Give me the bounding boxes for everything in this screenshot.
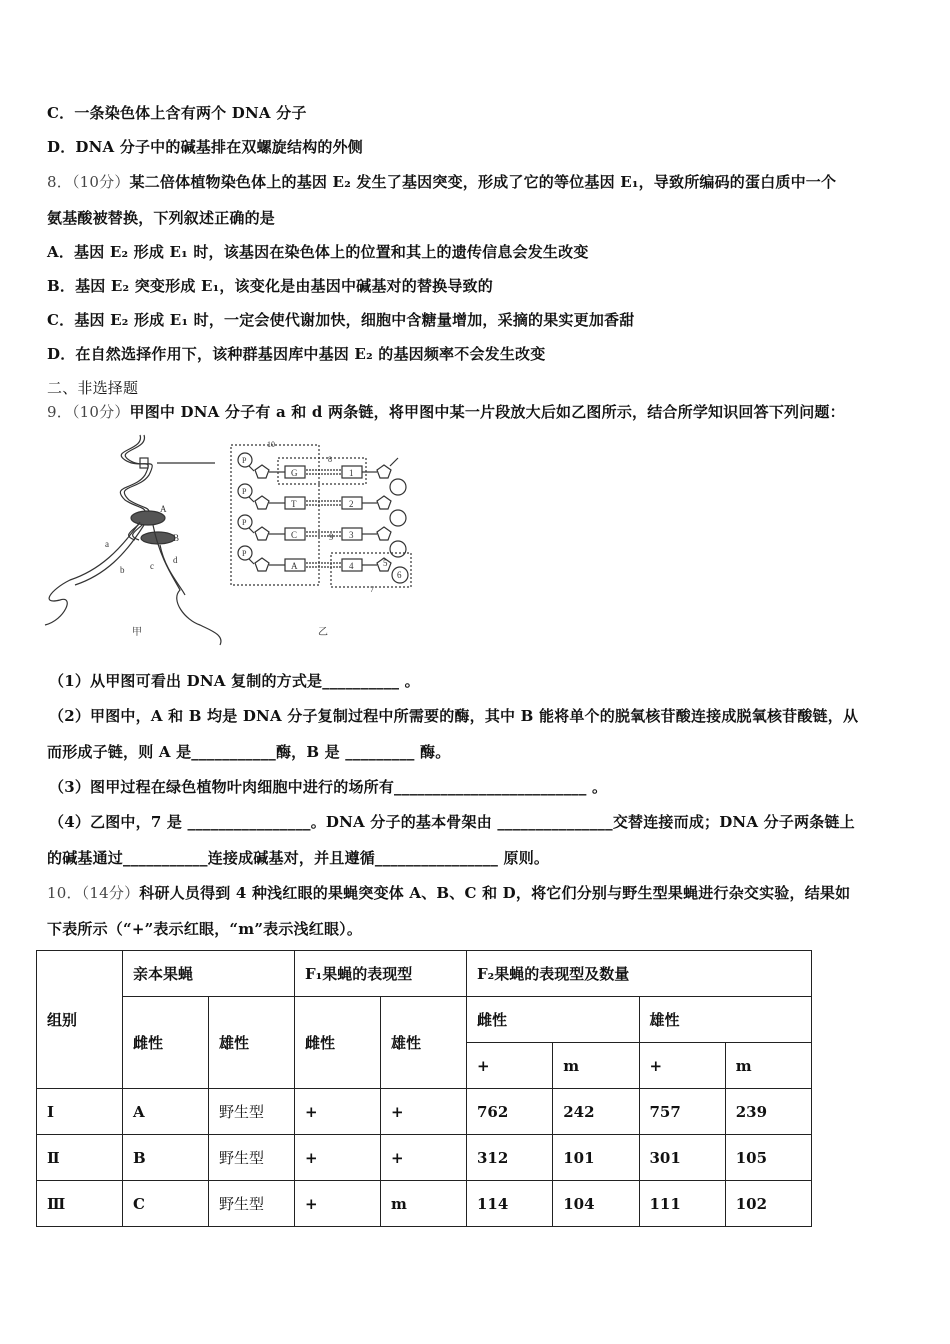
label-6: 6 — [397, 570, 402, 580]
q8-stem: 某二倍体植物染色体上的基因 E₂ 发生了基因突变，形成了它的等位基因 E₁，导致所编码的蛋白质中一个 — [129, 173, 837, 191]
table-cell: 312 — [467, 1135, 553, 1181]
table-cell: 101 — [553, 1135, 639, 1181]
table-cell: 114 — [467, 1181, 553, 1227]
phosphate-label: P — [242, 456, 247, 465]
phosphate-label: P — [242, 518, 247, 527]
deoxyribose-pentagon — [255, 465, 269, 478]
deoxyribose-pentagon — [377, 496, 391, 509]
deoxyribose-pentagon — [377, 465, 391, 478]
base-label: G — [291, 468, 298, 478]
bond-line — [249, 559, 254, 564]
label-5: 5 — [383, 558, 388, 568]
deoxyribose-pentagon — [255, 527, 269, 540]
table-cell: + — [295, 1089, 381, 1135]
label-jia: 甲 — [132, 627, 142, 638]
deoxyribose-pentagon — [377, 527, 391, 540]
base-label: C — [291, 530, 298, 540]
phosphate-label: P — [242, 487, 247, 496]
q9-number: 9．（10分） — [47, 403, 130, 421]
q7-option-c: C．一条染色体上含有两个 DNA 分子 — [47, 104, 307, 122]
table-cell: + — [381, 1135, 467, 1181]
label-10: 10 — [267, 440, 275, 449]
q10-stem: 科研人员得到 4 种浅红眼的果蝇突变体 A、B、C 和 D，将它们分别与野生型果蝇进行杂交实验，结果如 — [139, 884, 851, 902]
table-cell: A — [123, 1089, 209, 1135]
table-cell: 242 — [553, 1089, 639, 1135]
header-f2-female: 雌性 — [467, 997, 640, 1043]
table-cell: + — [381, 1089, 467, 1135]
label-strand-b: b — [120, 565, 125, 575]
table-cell: 762 — [467, 1089, 553, 1135]
header-parents: 亲本果蝇 — [123, 951, 295, 997]
q10-stem-line1 — [47, 882, 850, 903]
header-group: 组别 — [37, 951, 123, 1089]
bond-line — [249, 528, 254, 533]
table-cell: Ⅲ — [37, 1181, 123, 1227]
deoxyribose-pentagon — [255, 496, 269, 509]
phosphate-circle — [390, 541, 406, 557]
q9-stem — [47, 401, 845, 422]
table-cell: 757 — [639, 1089, 725, 1135]
q9-sub4-line2: 的碱基通过___________连接成碱基对，并且遵循________________ 原则。 — [47, 849, 550, 867]
base-number: 4 — [349, 561, 354, 571]
bond-line — [249, 497, 254, 502]
phosphate-label: P — [242, 549, 247, 558]
results-table — [36, 950, 812, 1227]
table-cell: Ⅰ — [37, 1089, 123, 1135]
label-strand-d: d — [173, 555, 178, 565]
q9-sub1: （1）从甲图可看出 DNA 复制的方式是__________ 。 — [49, 672, 420, 690]
table-cell: 104 — [553, 1181, 639, 1227]
q9-sub3: （3）图甲过程在绿色植物叶肉细胞中进行的场所有_________________________ 。 — [49, 778, 608, 796]
deoxyribose-pentagon — [255, 558, 269, 571]
q8-option-b: B．基因 E₂ 突变形成 E₁，该变化是由基因中碱基对的替换导致的 — [47, 277, 493, 295]
label-enzyme-b: B — [173, 533, 180, 543]
phosphate-circle — [390, 479, 406, 495]
header-f1: F₁果蝇的表现型 — [295, 951, 467, 997]
q8-stem-line2: 氨基酸被替换，下列叙述正确的是 — [47, 209, 276, 227]
base-label: T — [291, 499, 297, 509]
table-cell: 105 — [725, 1135, 811, 1181]
label-9: 9 — [329, 532, 334, 542]
label-enzyme-a: A — [160, 504, 167, 514]
base-number: 3 — [349, 530, 354, 540]
table-cell: 102 — [725, 1181, 811, 1227]
table-cell: 野生型 — [209, 1135, 295, 1181]
q8-stem-line1 — [47, 171, 836, 192]
label-7: 7 — [370, 585, 374, 594]
q8-number: 8．（10分） — [47, 173, 130, 191]
phosphate-circle — [390, 510, 406, 526]
header-f2-male: 雄性 — [639, 997, 812, 1043]
label-strand-c: c — [150, 561, 154, 571]
table-cell: m — [381, 1181, 467, 1227]
label-8: 8 — [328, 455, 332, 464]
q9-sub2-line2: 而形成子链，则 A 是___________酶，B 是 _________ 酶。 — [47, 743, 451, 761]
table-cell: + — [295, 1135, 381, 1181]
q10-number: 10．（14分） — [47, 884, 140, 902]
q8-option-d: D．在自然选择作用下，该种群基因库中基因 E₂ 的基因频率不会发生改变 — [47, 345, 546, 363]
q9-sub2-line1: （2）甲图中，A 和 B 均是 DNA 分子复制过程中所需要的酶，其中 B 能将单个的脱氧核苷酸连接成脱氧核苷酸链，从 — [49, 707, 859, 725]
base-label: A — [291, 561, 298, 571]
bond-line — [249, 466, 254, 471]
table-cell: 野生型 — [209, 1089, 295, 1135]
table-row — [37, 1089, 812, 1135]
table-cell: C — [123, 1181, 209, 1227]
table-row — [37, 1135, 812, 1181]
header-f2: F₂果蝇的表现型及数量 — [467, 951, 812, 997]
q8-option-c: C．基因 E₂ 形成 E₁ 时，一定会使代谢加快，细胞中含糖量增加，采摘的果实更加香甜 — [47, 311, 635, 329]
q8-option-a: A．基因 E₂ 形成 E₁ 时，该基因在染色体上的位置和其上的遗传信息会发生改变 — [47, 243, 589, 261]
table-cell: 野生型 — [209, 1181, 295, 1227]
label-strand-a: a — [105, 539, 109, 549]
header-f1-female: 雌性 — [295, 997, 381, 1089]
header-f2-female-plus: + — [467, 1043, 553, 1089]
header-f1-male: 雄性 — [381, 997, 467, 1089]
base-number: 2 — [349, 499, 354, 509]
table-cell: 239 — [725, 1089, 811, 1135]
table-cell: 111 — [639, 1181, 725, 1227]
q9-sub4-line1: （4）乙图中，7 是 ________________。DNA 分子的基本骨架由 _______________交替连接而成；DNA 分子两条链上 — [49, 813, 855, 831]
header-f2-female-m: m — [553, 1043, 639, 1089]
header-parent-female: 雌性 — [123, 997, 209, 1089]
table-cell: + — [295, 1181, 381, 1227]
dna-replication-figure — [40, 430, 420, 650]
table-cell: Ⅱ — [37, 1135, 123, 1181]
header-f2-male-m: m — [725, 1043, 811, 1089]
q10-stem-line2: 下表所示（“+”表示红眼，“m”表示浅红眼）。 — [47, 920, 363, 938]
section-heading: 二、非选择题 — [47, 379, 139, 397]
header-f2-male-plus: + — [639, 1043, 725, 1089]
q7-option-d: D．DNA 分子中的碱基排在双螺旋结构的外侧 — [47, 138, 363, 156]
base-number: 1 — [349, 468, 354, 478]
figure-jia — [45, 435, 221, 645]
q9-stem-text: 甲图中 DNA 分子有 a 和 d 两条链，将甲图中某一片段放大后如乙图所示，结合所学知识回答下列问题： — [129, 403, 845, 421]
table-cell: B — [123, 1135, 209, 1181]
header-parent-male: 雄性 — [209, 997, 295, 1089]
table-cell: 301 — [639, 1135, 725, 1181]
label-yi: 乙 — [318, 627, 328, 638]
bond-line — [390, 458, 398, 466]
table-row — [37, 1181, 812, 1227]
